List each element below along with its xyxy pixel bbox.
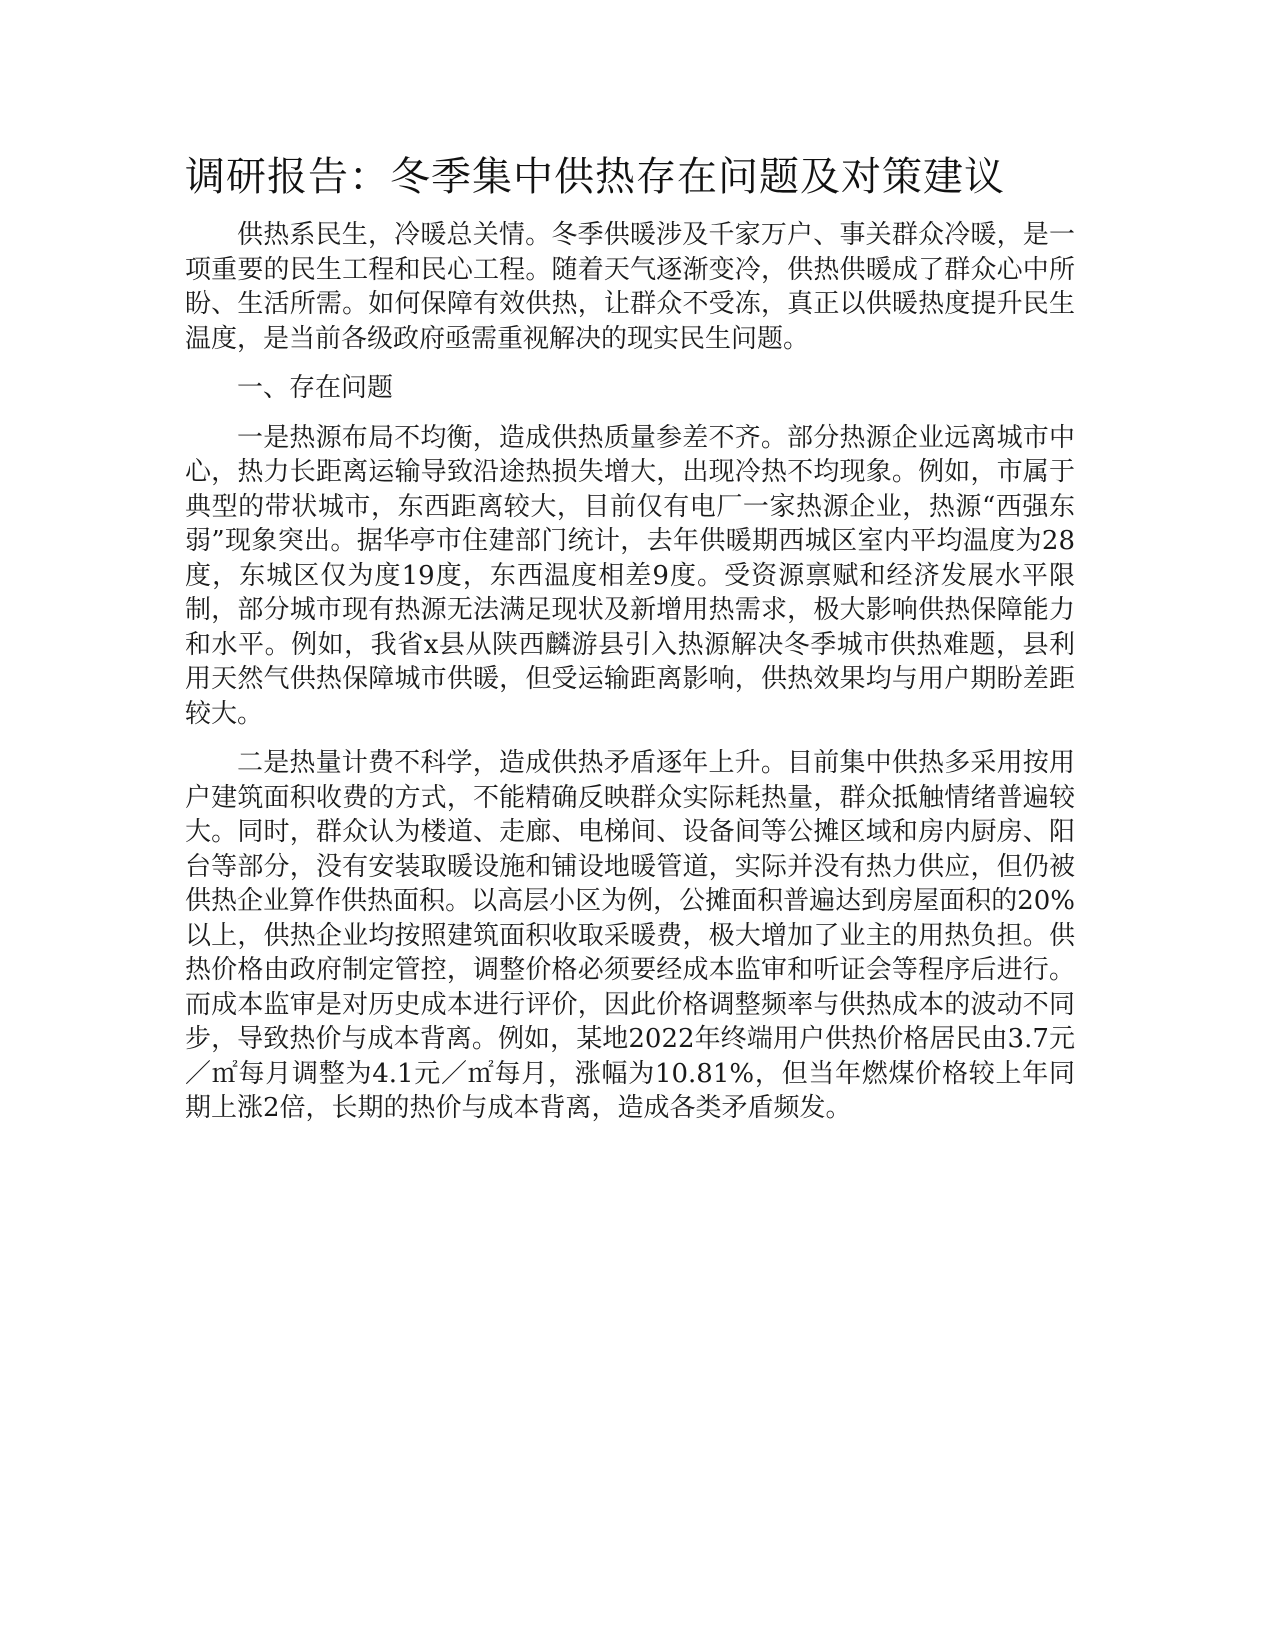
paragraph-heat-source-layout: 一是热源布局不均衡，造成供热质量参差不齐。部分热源企业远离城市中心，热力长距离运输导致沿途热损失增大，出现冷热不均现象。例如，市属于典型的带状城市，东西距离较大，目前仅有电厂一家热源企业，热源“西强东弱”现象突出。据华亭市住建部门统计，去年供暖期西城区室内平均温度为28度，东城区仅为度19度，东西温度相差9度。受资源禀赋和经济发展水平限制，部分城市现有热源无法满足现状及新增用热需求，极大影响供热保障能力和水平。例如，我省x县从陕西麟游县引入热源解决冬季城市供热难题，县利用天然气供热保障城市供暖，但受运输距离影响，供热效果均与用户期盼差距较大。: [185, 422, 1075, 729]
document-title: 调研报告：冬季集中供热存在问题及对策建议: [185, 154, 1005, 200]
paragraph-heat-metering: 二是热量计费不科学，造成供热矛盾逐年上升。目前集中供热多采用按用户建筑面积收费的方式，不能精确反映群众实际耗热量，群众抵触情绪普遍较大。同时，群众认为楼道、走廊、电梯间、设备间等公摊区域和房内厨房、阳台等部分，没有安装取暖设施和铺设地暖管道，实际并没有热力供应，但仍被供热企业算作供热面积。以高层小区为例，公摊面积普遍达到房屋面积的20%以上，供热企业均按照建筑面积收取采暖费，极大增加了业主的用热负担。供热价格由政府制定管控，调整价格必须要经成本监审和听证会等程序后进行。而成本监审是对历史成本进行评价，因此价格调整频率与供热成本的波动不同步，导致热价与成本背离。例如，某地2022年终端用户供热价格居民由3.7元／㎡每月调整为4.1元／㎡每月，涨幅为10.81%，但当年燃煤价格较上年同期上涨2倍，长期的热价与成本背离，造成各类矛盾频发。: [185, 748, 1075, 1123]
document-body: [185, 150, 1075, 1141]
section-heading-problems: 一、存在问题: [237, 373, 394, 403]
intro-paragraph: 供热系民生，冷暖总关情。冬季供暖涉及千家万户、事关群众冷暖，是一项重要的民生工程和民心工程。随着天气逐渐变冷，供热供暖成了群众心中所盼、生活所需。如何保障有效供热，让群众不受冻，真正以供暖热度提升民生温度，是当前各级政府亟需重视解决的现实民生问题。: [185, 220, 1075, 354]
